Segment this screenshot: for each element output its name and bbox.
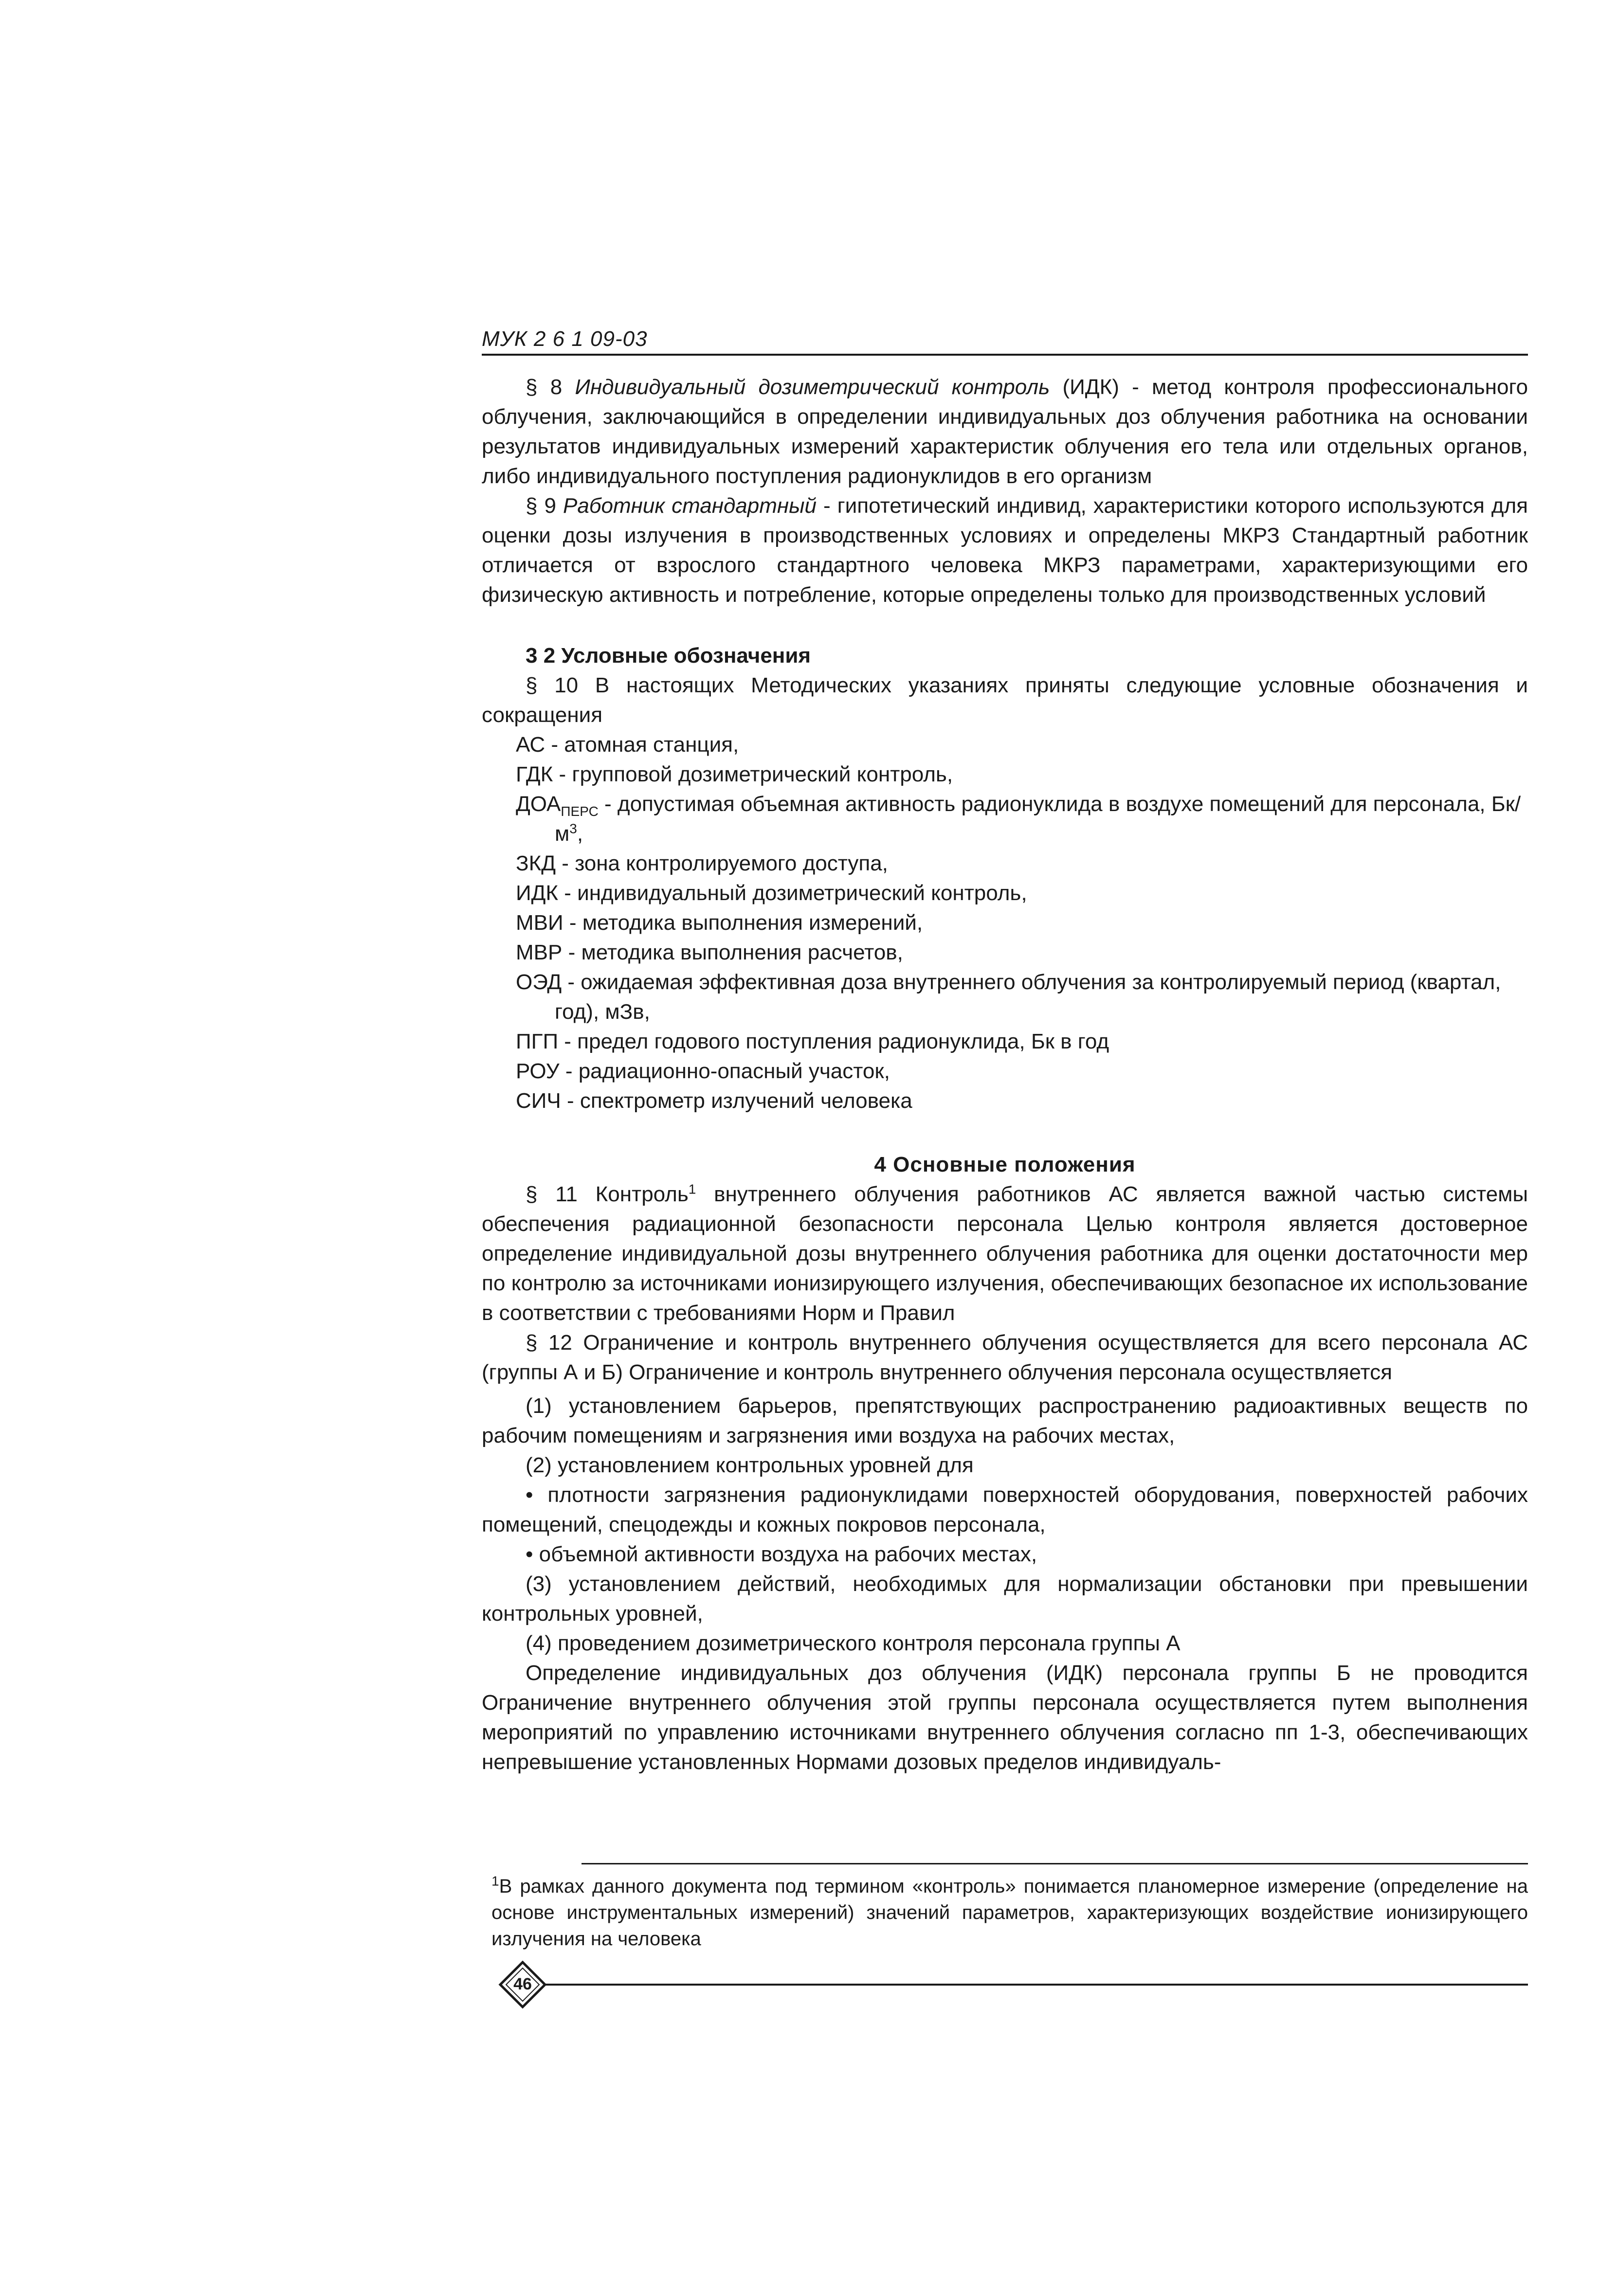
abbreviation-item: ПГП - предел годового поступления радионуклида, Бк в год xyxy=(516,1030,1109,1053)
footnote-text: В рамках данного документа под термином «контроль» понимается планомерное измерение (определение на основе инструментальных измерений) значений параметров, характеризующих воздействие ионизирующего излучения на человека xyxy=(491,1876,1528,1950)
abbreviation-item: МВР - методика выполнения расчетов, xyxy=(516,940,903,964)
footnote-ref: 1 xyxy=(688,1181,696,1197)
paragraph-10: § 10 В настоящих Методических указаниях приняты следующие условные обозначения и сокращения xyxy=(482,673,1528,727)
abbreviation-item: ОЭД - ожидаемая эффективная доза внутреннего облучения за контролируемый период (квартал, год), мЗв, xyxy=(516,970,1501,1024)
paragraph-number: § 8 xyxy=(526,375,575,399)
abbreviation-item: ЗКД - зона контролируемого доступа, xyxy=(516,851,888,875)
list-item-3: (3) установлением действий, необходимых для нормализации обстановки при превышении контрольных уровней, xyxy=(482,1572,1528,1626)
abbreviation-item: АС - атомная станция, xyxy=(516,733,739,757)
page-number-block xyxy=(496,1958,1533,2012)
list-item-2: (2) установлением контрольных уровней для xyxy=(526,1453,974,1477)
abbreviation-item: $ДОА_{ПЕРС}$ - допустимая объемная активность радионуклида в воздухе помещений для персонала, $Бк/м^3$, xyxy=(516,792,1521,846)
abbreviation-item: РОУ - радиационно-опасный участок, xyxy=(516,1059,890,1083)
defined-term: Работник стандартный xyxy=(563,494,817,518)
footnote-marker: 1 xyxy=(491,1873,499,1889)
closing-paragraph: Определение индивидуальных доз облучения (ИДК) персонала группы Б не проводится Ограничение внутреннего облучения этой группы персонала осуществляется путем выполнения мероприятий по управлению источниками внутреннего облучения согласно пп 1-3, обеспечивающих непревышение установленных Нормами дозовых пределов индивидуаль- xyxy=(482,1661,1528,1774)
paragraph-8 xyxy=(482,372,1528,491)
footnote xyxy=(491,1873,1528,1952)
section-heading-4: 4 Основные положения xyxy=(874,1153,1136,1176)
paragraph-number: § 9 xyxy=(526,494,563,518)
definition-text: (ИДК) - метод контроля профессионального облучения, заключающийся в определении индивидуальных доз облучения работника на основании результатов индивидуальных измерений характеристик облучения его тела или отдельных органов, либо индивидуального поступления радионуклидов в его организм xyxy=(482,375,1528,488)
document-code-header: МУК 2 6 1 09-03 xyxy=(482,327,648,351)
header-rule xyxy=(482,354,1528,356)
page-number: 46 xyxy=(513,1975,532,1993)
section-heading-3-2: 3 2 Условные обозначения xyxy=(526,644,811,668)
list-item-4: (4) проведением дозиметрического контроля персонала группы А xyxy=(526,1631,1181,1655)
paragraph-12: § 12 Ограничение и контроль внутреннего облучения осуществляется для всего персонала АС (группы А и Б) Ограничение и контроль внутреннего облучения персонала осуществляется xyxy=(482,1331,1528,1384)
bullet-item: • плотности загрязнения радионуклидами поверхностей оборудования, поверхностей рабочих помещений, спецодежды и кожных покровов персонала, xyxy=(482,1483,1528,1537)
abbreviation-item: ГДК - групповой дозиметрический контроль, xyxy=(516,762,953,786)
abbreviation-item: СИЧ - спектрометр излучений человека xyxy=(516,1089,912,1113)
paragraph-9 xyxy=(482,491,1528,610)
abbreviation-item: ИДК - индивидуальный дозиметрический контроль, xyxy=(516,881,1027,905)
paragraph-11: § 11 Контроль$^1$ внутреннего облучения работников АС является важной частью системы обеспечения радиационной безопасности персонала Целью контроля является достоверное определение индивидуальной дозы внутреннего облучения работника для оценки достаточности мер по контролю за источниками ионизирующего излучения, обеспечивающих безопасное их использование в соответствии с требованиями Норм и Правил xyxy=(482,1181,1528,1325)
bullet-item: • объемной активности воздуха на рабочих местах, xyxy=(526,1542,1037,1566)
abbreviation-item: МВИ - методика выполнения измерений, xyxy=(516,911,923,935)
page-number-diamond-icon xyxy=(496,1958,1533,2012)
defined-term: Индивидуальный дозиметрический контроль xyxy=(575,375,1050,399)
definition-text: - гипотетический индивид, характеристики которого используются для оценки дозы излучения в производственных условиях и определены МКРЗ Стандартный работник отличается от взрослого стандартного человека МКРЗ параметрами, характеризующими его физическую активность и потребление, которые определены только для производственных условий xyxy=(482,494,1528,607)
list-item-1: (1) установлением барьеров, препятствующих распространению радиоактивных веществ по рабочим помещениям и загрязнения ими воздуха на рабочих местах, xyxy=(482,1394,1528,1447)
footnote-rule xyxy=(582,1863,1528,1864)
body-text xyxy=(482,372,1528,1777)
